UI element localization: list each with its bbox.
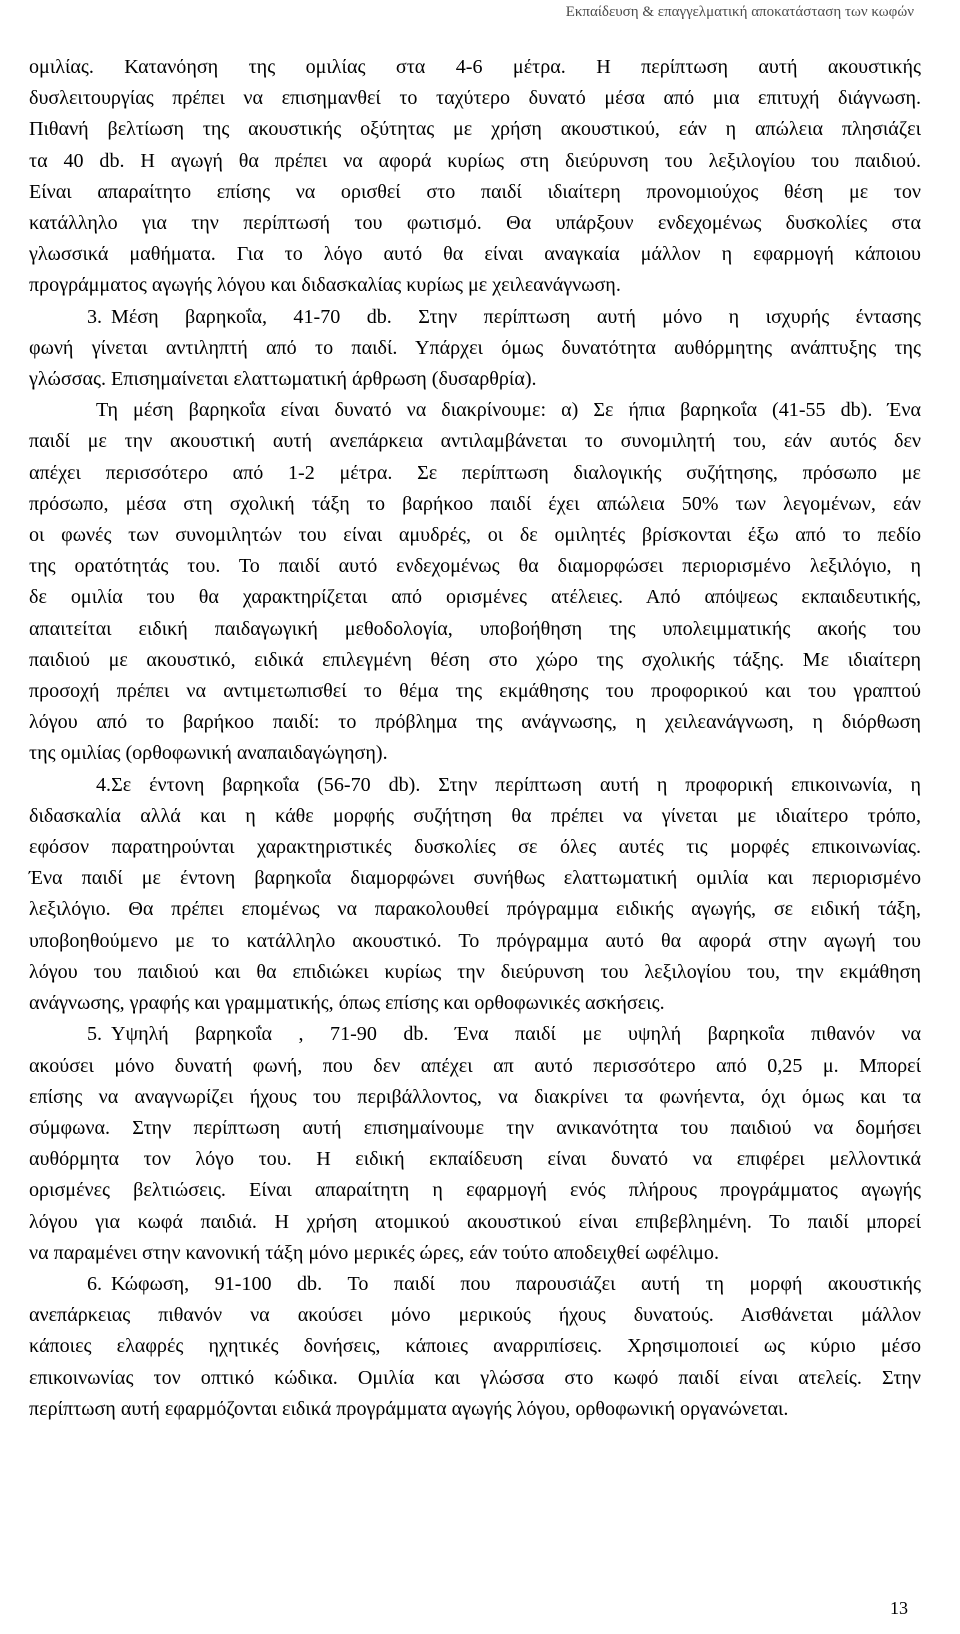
running-header: Εκπαίδευση & επαγγελματική αποκατάσταση των κωφών (565, 4, 914, 20)
paragraph-intro-line-7: γλωσσικά μαθήματα. Για το λόγο αυτό θα είναι αναγκαία μάλλον η εφαρμογή κάποιου (29, 243, 921, 266)
item-4-line-3: εφόσον παρατηρούνται χαρακτηριστικές δυσκολίες σε όλες αυτές τις μορφές επικοινωνίας. (29, 836, 921, 859)
item-6-line-5: περίπτωση αυτή εφαρμόζονται ειδικά προγράμματα αγωγής λόγου, ορθοφωνική οργανώνεται. (29, 1397, 789, 1420)
item-5-line-3: επίσης να αναγνωρίζει ήχους του περιβάλλοντος, να διακρίνει τα φωνήεντα, όχι όμως και τα (29, 1085, 921, 1108)
item-6-line-1 (29, 1269, 921, 1300)
item-6-line-4: επικοινωνίας τον οπτικό κώδικα. Ομιλία και γλώσσα στο κωφό παιδί είναι ατελείς. Στην (29, 1366, 921, 1389)
paragraph-mid-line-1: Τη μέση βαρηκοΐα είναι δυνατό να διακρίνουμε: α) Σε ήπια βαρηκοΐα (41-55 db). Ένα (96, 399, 921, 422)
item-4-line-7: λόγου του παιδιού και θα επιδιώκει κυρίως την διεύρυνση του λεξιλογίου του, την εκμάθηση (29, 960, 921, 983)
item-5-line-7: λόγου για κωφά παιδιά. Η χρήση ατομικού ακουστικού είναι επιβεβλημένη. Το παιδί μπορεί (29, 1210, 921, 1233)
item-3-heading-text: Μέση βαρηκοΐα, 41-70 db. Στην περίπτωση αυτή μόνο η ισχυρής έντασης (111, 305, 921, 328)
item-5-line-6: ορισμένες βελτιώσεις. Είναι απαραίτητη η εφαρμογή ενός πλήρους προγράμματος αγωγής (29, 1179, 921, 1202)
item-4-line-5: λεξιλόγιο. Θα πρέπει επομένως να παρακολουθεί πρόγραμμα ειδικής αγωγής, σε ειδική τάξη, (29, 898, 921, 921)
paragraph-mid-line-10: προσοχή πρέπει να αντιμετωπισθεί το θέμα της εκμάθησης του προφορικού και του γραπτού (29, 680, 921, 703)
paragraph-mid-line-5: οι φωνές των συνομιλητών του είναι αμυδρές, οι δε ομιλητές βρίσκονται έξω από το πεδίο (29, 524, 921, 547)
item-4-line-4: Ένα παιδί με έντονη βαρηκοΐα διαμορφώνει συνήθως ελαττωματική ομιλία και περιορισμένο (29, 867, 921, 890)
paragraph-mid-line-12: της ομιλίας (ορθοφωνική αναπαιδαγώγηση). (29, 742, 388, 765)
paragraph-mid-line-11: λόγου από το βαρήκοο παιδί: το πρόβλημα της ανάγνωσης, η χειλεανάγνωση, η διόρθωση (29, 711, 921, 734)
item-5-line-5: αυθόρμητα τον λόγο του. Η ειδική εκπαίδευση είναι δυνατό να επιφέρει μελλοντικά (29, 1148, 921, 1171)
page-number: 13 (890, 1598, 908, 1618)
paragraph-mid-line-2: παιδί με την ακουστική αυτή ανεπάρκεια αντιλαμβάνεται το συνομιλητή του, εάν αυτός δεν (29, 430, 921, 453)
paragraph-mid-line-4: πρόσωπο, μέσα στη σχολική τάξη το βαρήκοο παιδί έχει απώλεια 50% των λεγομένων, εάν (29, 492, 921, 515)
paragraph-intro-line-6: κατάλληλο για την περίπτωσή του φωτισμό. Θα υπάρξουν ενδεχομένως δυσκολίες στα (29, 212, 921, 235)
paragraph-intro-line-3: Πιθανή βελτίωση της ακουστικής οξύτητας με χρήση ακουστικού, εάν η απώλεια πλησιάζει (29, 118, 921, 141)
item-6-line-3: κάποιες ελαφρές ηχητικές δονήσεις, κάποιες αναρριπίσεις. Χρησιμοποιεί ως κύριο μέσο (29, 1335, 921, 1358)
paragraph-intro-line-2: δυσλειτουργίας πρέπει να επισημανθεί το ταχύτερο δυνατό μέσα από μια επιτυχή διάγνωση. (29, 87, 921, 110)
document-body (29, 52, 921, 1425)
item-3-line-3: γλώσσας. Επισημαίνεται ελαττωματική άρθρωση (δυσαρθρία). (29, 368, 537, 391)
item-3-line-1 (29, 302, 921, 333)
paragraph-mid-line-3: απέχει περισσότερο από 1-2 μέτρα. Σε περίπτωση διαλογικής συζήτησης, πρόσωπο με (29, 461, 921, 484)
item-6-heading-text: Κώφωση, 91-100 db. Το παιδί που παρουσιάζει αυτή τη μορφή ακουστικής (111, 1272, 921, 1295)
item-6-line-2: ανεπάρκειας πιθανόν να ακούσει μόνο μερικούς ήχους δυνατούς. Αισθάνεται μάλλον (29, 1304, 921, 1327)
paragraph-intro-line-5: Είναι απαραίτητο επίσης να ορισθεί στο παιδί ιδιαίτερη προνομιούχος θέση με τον (29, 180, 921, 203)
item-4-line-8: ανάγνωσης, γραφής και γραμματικής, όπως επίσης και ορθοφωνικές ασκήσεις. (29, 992, 665, 1015)
paragraph-mid-line-6: της ορατότητάς του. Το παιδί αυτό ενδεχομένως θα διαμορφώσει περιορισμένο λεξιλόγιο, η (29, 555, 921, 578)
paragraph-intro-line-4: τα 40 db. Η αγωγή θα πρέπει να αφορά κυρίως στη διεύρυνση του λεξιλογίου του παιδιού. (29, 149, 921, 172)
item-6-number: 6. (87, 1272, 103, 1295)
paragraph-mid-line-9: παιδιού με ακουστικό, ειδικά επιλεγμένη θέση στο χώρο της σχολικής τάξης. Με ιδιαίτερη (29, 648, 921, 671)
item-3-number: 3. (87, 305, 103, 328)
paragraph-mid-line-7: δε ομιλία του θα χαρακτηρίζεται από ορισμένες ατέλειες. Από απόψεως εκπαιδευτικής, (29, 586, 921, 609)
item-5-heading-text: Υψηλή βαρηκοΐα , 71-90 db. Ένα παιδί με υψηλή βαρηκοΐα πιθανόν να (111, 1023, 921, 1046)
item-4-line-1: 4.Σε έντονη βαρηκοΐα (56-70 db). Στην περίπτωση αυτή η προφορική επικοινωνία, η (96, 773, 921, 796)
paragraph-intro-line-8: προγράμματος αγωγής λόγου και διδασκαλίας κυρίως με χειλεανάγνωση. (29, 274, 621, 297)
item-5-line-2: ακούσει μόνο δυνατή φωνή, που δεν απέχει απ αυτό περισσότερο από 0,25 μ. Μπορεί (29, 1054, 921, 1077)
item-5-line-1 (29, 1019, 921, 1050)
paragraph-intro-line-1: ομιλίας. Κατανόηση της ομιλίας στα 4-6 μέτρα. Η περίπτωση αυτή ακουστικής (29, 56, 921, 78)
item-5-line-8: να παραμένει στην κανονική τάξη μόνο μερικές ώρες, εάν τούτο αποδειχθεί ωφέλιμο. (29, 1241, 719, 1264)
paragraph-mid-line-8: απαιτείται ειδική παιδαγωγική μεθοδολογία, υποβοήθηση της υπολειμματικής ακοής του (29, 617, 921, 640)
item-5-number: 5. (87, 1023, 103, 1046)
item-3-line-2: φωνή γίνεται αντιληπτή από το παιδί. Υπάρχει όμως δυνατότητα αυθόρμητης ανάπτυξης της (29, 336, 921, 359)
item-5-line-4: σύμφωνα. Στην περίπτωση αυτή επισημαίνουμε την ανικανότητα του παιδιού να δομήσει (29, 1116, 921, 1139)
item-4-line-6: υποβοηθούμενο με το κατάλληλο ακουστικό. Το πρόγραμμα αυτό θα αφορά στην αγωγή του (29, 929, 921, 952)
item-4-line-2: διδασκαλία αλλά και η κάθε μορφής συζήτηση θα πρέπει να γίνεται με ιδιαίτερο τρόπο, (29, 804, 921, 827)
